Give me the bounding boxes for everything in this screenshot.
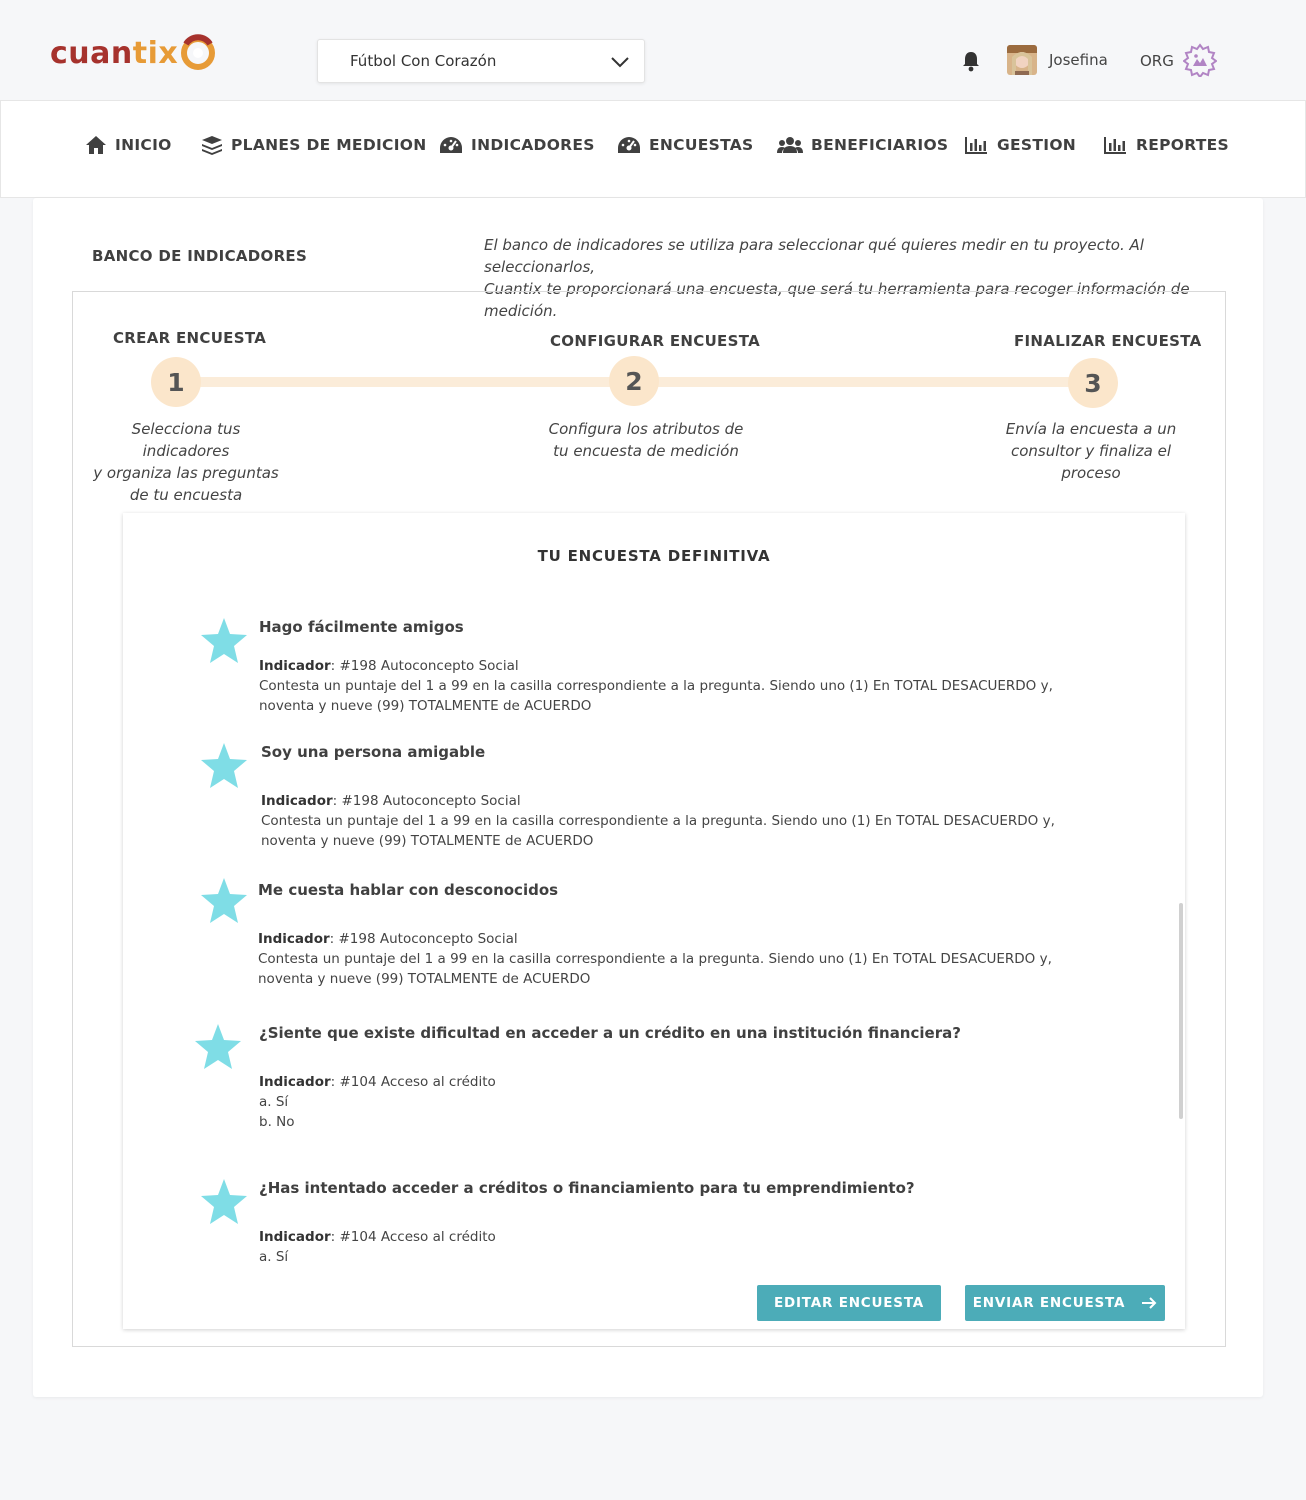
wizard-frame bbox=[72, 291, 1226, 1347]
step-2-desc: Configura los atributos de tu encuesta de medición bbox=[548, 420, 744, 460]
nav-item-gestion[interactable]: GESTION bbox=[965, 135, 1076, 155]
star-icon bbox=[199, 742, 249, 790]
survey-card bbox=[123, 513, 1185, 1329]
step-3-circle[interactable]: 3 bbox=[1068, 358, 1118, 408]
nav-item-planes[interactable]: PLANES DE MEDICION bbox=[201, 135, 427, 155]
step-1-desc: Selecciona tus indicadores y organiza las preguntas de tu encuesta bbox=[93, 420, 279, 504]
bar-chart-icon bbox=[1104, 135, 1128, 155]
home-icon bbox=[85, 135, 107, 155]
question-details: Indicador: #198 Autoconcepto Social Contesta un puntaje del 1 a 99 en la casilla correspondiente a la pregunta. Siendo uno (1) En TOTAL DESACUERDO y, noventa y nueve (99) TOTALMENTE de ACUERDO bbox=[259, 658, 1053, 714]
top-bar bbox=[0, 0, 1306, 100]
star-icon bbox=[199, 1178, 249, 1226]
question-details: Indicador: #104 Acceso al crédito a. Sí b. No bbox=[259, 1074, 496, 1130]
question-details: Indicador: #104 Acceso al crédito a. Sí bbox=[259, 1229, 496, 1265]
star-icon bbox=[193, 1023, 243, 1071]
question-title: ¿Siente que existe dificultad en acceder a un crédito en una institución financiera? bbox=[259, 1024, 961, 1042]
question-title: Me cuesta hablar con desconocidos bbox=[258, 881, 559, 899]
logo-ring-icon bbox=[178, 30, 218, 76]
project-select-value: Fútbol Con Corazón bbox=[350, 52, 497, 70]
gauge-icon bbox=[617, 135, 641, 155]
question-details: Indicador: #198 Autoconcepto Social Contesta un puntaje del 1 a 99 en la casilla correspondiente a la pregunta. Siendo uno (1) En TOTAL DESACUERDO y, noventa y nueve (99) TOTALMENTE de ACUERDO bbox=[261, 793, 1055, 849]
main-nav bbox=[0, 100, 1306, 198]
nav-item-inicio[interactable]: INICIO bbox=[85, 135, 172, 155]
question-title: Soy una persona amigable bbox=[261, 743, 486, 761]
cuantix-logo[interactable]: cuantix bbox=[50, 30, 218, 76]
question-details: Indicador: #198 Autoconcepto Social Contesta un puntaje del 1 a 99 en la casilla correspondiente a la pregunta. Siendo uno (1) En TOTAL DESACUERDO y, noventa y nueve (99) TOTALMENTE de ACUERDO bbox=[258, 931, 1052, 987]
gauge-icon bbox=[439, 135, 463, 155]
nav-item-encuestas[interactable]: ENCUESTAS bbox=[617, 135, 754, 155]
layers-icon bbox=[201, 135, 223, 155]
bar-chart-icon bbox=[965, 135, 989, 155]
star-icon bbox=[199, 877, 249, 925]
username[interactable]: Josefina bbox=[1049, 51, 1108, 69]
step-3-title: FINALIZAR ENCUESTA bbox=[1014, 332, 1202, 350]
step-2-circle[interactable]: 2 bbox=[609, 356, 659, 406]
question-title: Hago fácilmente amigos bbox=[259, 618, 464, 636]
page-title: BANCO DE INDICADORES bbox=[92, 247, 308, 265]
chevron-down-icon bbox=[610, 52, 630, 72]
send-survey-button[interactable]: ENVIAR ENCUESTA bbox=[965, 1285, 1165, 1321]
org-badge-icon[interactable] bbox=[1183, 43, 1217, 77]
org-label[interactable]: ORG bbox=[1140, 52, 1174, 70]
nav-item-indicadores[interactable]: INDICADORES bbox=[439, 135, 595, 155]
edit-survey-button[interactable]: EDITAR ENCUESTA bbox=[757, 1285, 941, 1321]
survey-title: TU ENCUESTA DEFINITIVA bbox=[537, 547, 771, 565]
users-icon bbox=[777, 135, 803, 155]
star-icon bbox=[199, 617, 249, 665]
question-title: ¿Has intentado acceder a créditos o financiamiento para tu emprendimiento? bbox=[259, 1179, 915, 1197]
scrollbar[interactable] bbox=[1179, 903, 1183, 1119]
nav-item-beneficiarios[interactable]: BENEFICIARIOS bbox=[777, 135, 948, 155]
bell-icon[interactable] bbox=[961, 50, 981, 72]
main-card bbox=[33, 198, 1263, 1397]
step-3-desc: Envía la encuesta a un consultor y finaliza el proceso bbox=[1005, 420, 1177, 482]
avatar[interactable] bbox=[1007, 45, 1037, 75]
project-select[interactable] bbox=[317, 39, 645, 83]
step-1-circle[interactable]: 1 bbox=[151, 357, 201, 407]
arrow-right-icon bbox=[1141, 1296, 1157, 1310]
page-description: El banco de indicadores se utiliza para seleccionar qué quieres medir en tu proyecto. Al seleccionarlos, Cuantix te proporcionará una encuesta, que será tu herramienta para recoger información de medición. bbox=[484, 236, 1190, 320]
step-2-title: CONFIGURAR ENCUESTA bbox=[550, 332, 760, 350]
step-1-title: CREAR ENCUESTA bbox=[113, 329, 267, 347]
nav-item-reportes[interactable]: REPORTES bbox=[1104, 135, 1229, 155]
